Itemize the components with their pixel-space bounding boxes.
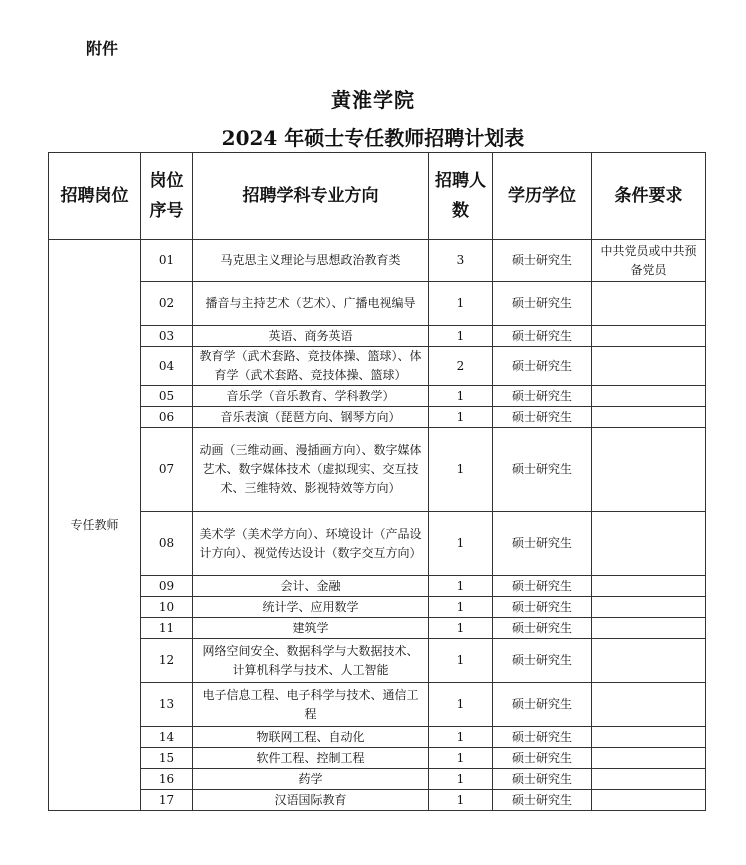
table-row — [49, 347, 706, 386]
count-cell: 1 — [429, 618, 493, 639]
post-name-cell: 专任教师 — [49, 240, 141, 811]
condition-cell — [592, 597, 706, 618]
condition-cell — [592, 347, 706, 386]
condition-cell — [592, 407, 706, 428]
condition-cell — [592, 618, 706, 639]
degree-cell: 硕士研究生 — [493, 282, 592, 326]
condition-cell — [592, 769, 706, 790]
degree-cell: 硕士研究生 — [493, 326, 592, 347]
table-header-row — [49, 153, 706, 240]
condition-cell — [592, 639, 706, 683]
major-cell: 物联网工程、自动化 — [193, 727, 429, 748]
degree-cell: 硕士研究生 — [493, 512, 592, 576]
major-cell: 会计、金融 — [193, 576, 429, 597]
attachment-label: 附件 — [86, 39, 119, 58]
table-row — [49, 618, 706, 639]
degree-cell: 硕士研究生 — [493, 683, 592, 727]
recruitment-plan-table — [48, 152, 706, 811]
seq-cell: 04 — [141, 347, 193, 386]
condition-cell — [592, 282, 706, 326]
degree-cell: 硕士研究生 — [493, 639, 592, 683]
degree-cell: 硕士研究生 — [493, 576, 592, 597]
seq-cell: 13 — [141, 683, 193, 727]
major-cell: 建筑学 — [193, 618, 429, 639]
major-cell: 统计学、应用数学 — [193, 597, 429, 618]
condition-cell — [592, 326, 706, 347]
count-cell: 1 — [429, 683, 493, 727]
seq-cell: 10 — [141, 597, 193, 618]
table-row — [49, 240, 706, 282]
major-cell: 美术学（美术学方向）、环境设计（产品设计方向）、视觉传达设计（数字交互方向） — [193, 512, 429, 576]
seq-cell: 03 — [141, 326, 193, 347]
count-cell: 1 — [429, 727, 493, 748]
table-row — [49, 639, 706, 683]
degree-cell: 硕士研究生 — [493, 240, 592, 282]
degree-cell: 硕士研究生 — [493, 386, 592, 407]
table-row — [49, 769, 706, 790]
table-row — [49, 428, 706, 512]
table-row — [49, 727, 706, 748]
col-header-count: 招聘人数 — [429, 153, 493, 240]
condition-cell — [592, 428, 706, 512]
document-title: 2024 年硕士专任教师招聘计划表 — [221, 126, 525, 150]
count-cell: 1 — [429, 428, 493, 512]
seq-cell: 15 — [141, 748, 193, 769]
seq-cell: 02 — [141, 282, 193, 326]
count-cell: 1 — [429, 790, 493, 811]
seq-cell: 14 — [141, 727, 193, 748]
table-row — [49, 683, 706, 727]
table-row — [49, 576, 706, 597]
table-row — [49, 282, 706, 326]
condition-cell — [592, 683, 706, 727]
degree-cell: 硕士研究生 — [493, 428, 592, 512]
seq-cell: 05 — [141, 386, 193, 407]
institution-title: 黄淮学院 — [331, 88, 415, 112]
condition-cell — [592, 576, 706, 597]
degree-cell: 硕士研究生 — [493, 727, 592, 748]
degree-cell: 硕士研究生 — [493, 769, 592, 790]
count-cell: 1 — [429, 282, 493, 326]
col-header-cond: 条件要求 — [592, 153, 706, 240]
count-cell: 1 — [429, 597, 493, 618]
major-cell: 网络空间安全、数据科学与大数据技术、计算机科学与技术、人工智能 — [193, 639, 429, 683]
degree-cell: 硕士研究生 — [493, 407, 592, 428]
major-cell: 动画（三维动画、漫插画方向）、数字媒体艺术、数字媒体技术（虚拟现实、交互技术、三维特效、影视特效等方向） — [193, 428, 429, 512]
seq-cell: 09 — [141, 576, 193, 597]
table-row — [49, 326, 706, 347]
seq-cell: 01 — [141, 240, 193, 282]
major-cell: 汉语国际教育 — [193, 790, 429, 811]
col-header-major: 招聘学科专业方向 — [193, 153, 429, 240]
seq-cell: 08 — [141, 512, 193, 576]
count-cell: 1 — [429, 639, 493, 683]
degree-cell: 硕士研究生 — [493, 790, 592, 811]
count-cell: 1 — [429, 407, 493, 428]
major-cell: 播音与主持艺术（艺术）、广播电视编导 — [193, 282, 429, 326]
table-row — [49, 790, 706, 811]
condition-cell — [592, 386, 706, 407]
table-row — [49, 597, 706, 618]
condition-cell — [592, 790, 706, 811]
count-cell: 1 — [429, 576, 493, 597]
col-header-post: 招聘岗位 — [49, 153, 141, 240]
degree-cell: 硕士研究生 — [493, 618, 592, 639]
condition-cell — [592, 727, 706, 748]
degree-cell: 硕士研究生 — [493, 347, 592, 386]
count-cell: 3 — [429, 240, 493, 282]
major-cell: 软件工程、控制工程 — [193, 748, 429, 769]
seq-cell: 17 — [141, 790, 193, 811]
table-row — [49, 512, 706, 576]
seq-cell: 11 — [141, 618, 193, 639]
table-row — [49, 386, 706, 407]
count-cell: 2 — [429, 347, 493, 386]
major-cell: 英语、商务英语 — [193, 326, 429, 347]
major-cell: 药学 — [193, 769, 429, 790]
count-cell: 1 — [429, 748, 493, 769]
major-cell: 电子信息工程、电子科学与技术、通信工程 — [193, 683, 429, 727]
count-cell: 1 — [429, 769, 493, 790]
condition-cell — [592, 512, 706, 576]
count-cell: 1 — [429, 326, 493, 347]
seq-cell: 16 — [141, 769, 193, 790]
condition-cell: 中共党员或中共预备党员 — [592, 240, 706, 282]
major-cell: 马克思主义理论与思想政治教育类 — [193, 240, 429, 282]
count-cell: 1 — [429, 512, 493, 576]
seq-cell: 12 — [141, 639, 193, 683]
major-cell: 音乐学（音乐教育、学科教学） — [193, 386, 429, 407]
table-row — [49, 407, 706, 428]
table-row — [49, 748, 706, 769]
major-cell: 教育学（武术套路、竞技体操、篮球）、体育学（武术套路、竞技体操、篮球） — [193, 347, 429, 386]
condition-cell — [592, 748, 706, 769]
count-cell: 1 — [429, 386, 493, 407]
degree-cell: 硕士研究生 — [493, 748, 592, 769]
degree-cell: 硕士研究生 — [493, 597, 592, 618]
col-header-degree: 学历学位 — [493, 153, 592, 240]
seq-cell: 06 — [141, 407, 193, 428]
seq-cell: 07 — [141, 428, 193, 512]
col-header-seq: 岗位序号 — [141, 153, 193, 240]
major-cell: 音乐表演（琵琶方向、钢琴方向） — [193, 407, 429, 428]
